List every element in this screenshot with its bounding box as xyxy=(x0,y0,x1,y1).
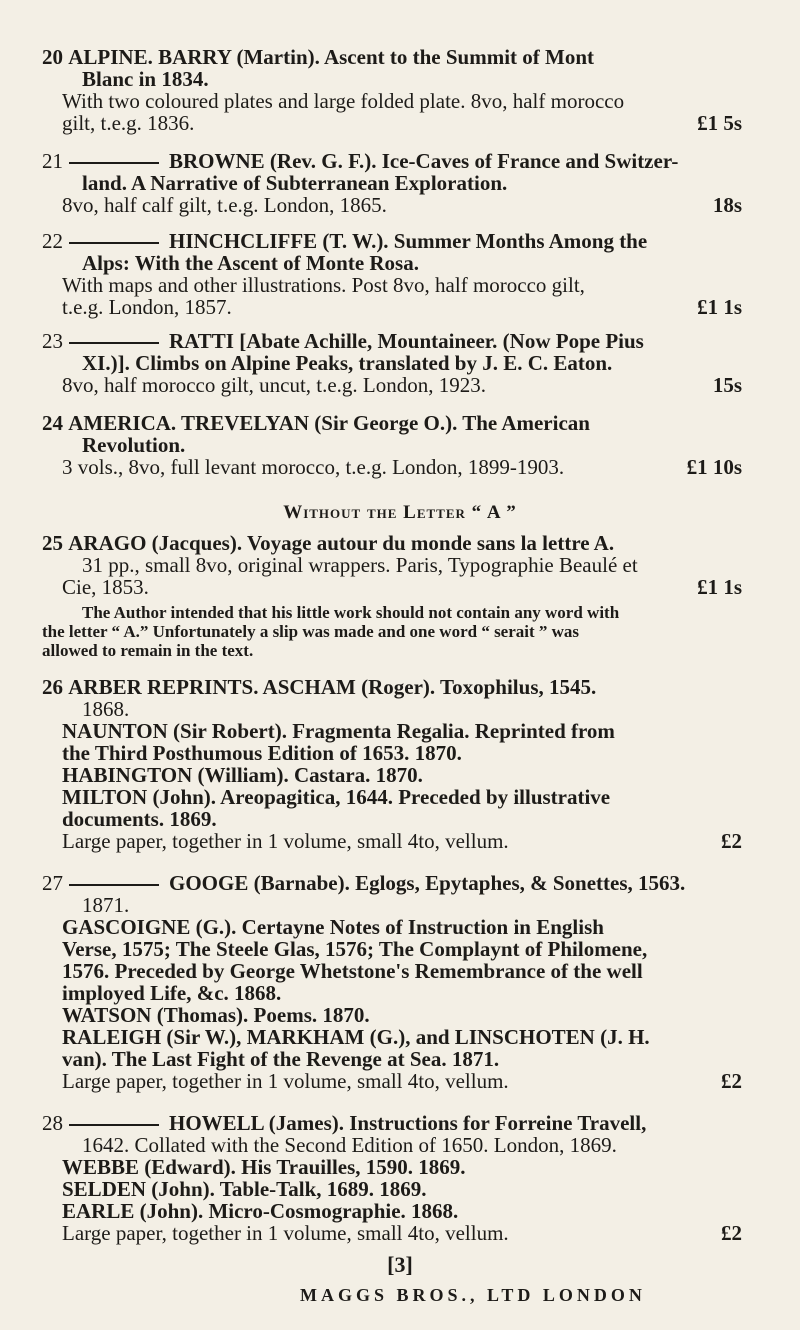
entry-imprint: Large paper, together in 1 volume, small 4to, vellum. xyxy=(62,1069,509,1093)
entry-heading: HINCHCLIFFE (T. W.). Summer Months Among the xyxy=(169,229,648,253)
entry-price: £2 xyxy=(721,829,742,853)
entry-price: 18s xyxy=(712,193,742,217)
entry-heading: ARBER REPRINTS. ASCHAM (Roger). Toxophilus, 1545. xyxy=(68,675,597,699)
ditto-rule xyxy=(69,242,159,244)
entry-26 xyxy=(42,675,742,853)
entry-imprint: 3 vols., 8vo, full levant morocco, t.e.g. London, 1899-1903. xyxy=(62,455,565,479)
entry-number: 23 xyxy=(42,329,63,353)
entry-work: van). The Last Fight of the Revenge at Sea. 1871. xyxy=(62,1047,500,1071)
page-number: [3] xyxy=(387,1252,413,1277)
ditto-rule xyxy=(69,342,159,344)
entry-imprint: 8vo, half morocco gilt, uncut, t.e.g. London, 1923. xyxy=(62,373,487,397)
entry-heading: HOWELL (James). Instructions for Forreine Travell, xyxy=(169,1111,647,1135)
entry-22 xyxy=(42,229,742,319)
note-line: the letter “ A.” Unfortunately a slip was made and one word “ serait ” was xyxy=(42,622,580,641)
entry-year: 1642. Collated with the Second Edition of 1650. London, 1869. xyxy=(82,1133,617,1157)
entry-heading: GOOGE (Barnabe). Eglogs, Epytaphes, & Sonettes, 1563. xyxy=(169,871,686,895)
entry-heading: BROWNE (Rev. G. F.). Ice-Caves of France and Switzer- xyxy=(169,149,679,173)
entry-heading: AMERICA. TREVELYAN (Sir George O.). The American xyxy=(68,411,590,435)
entry-price: £1 10s xyxy=(686,455,742,479)
publisher-footer: MAGGS BROS., LTD LONDON xyxy=(300,1285,646,1305)
entry-work: WATSON (Thomas). Poems. 1870. xyxy=(62,1003,370,1027)
entry-23 xyxy=(42,329,742,397)
entry-work: WEBBE (Edward). His Trauilles, 1590. 1869. xyxy=(62,1155,466,1179)
entry-imprint: t.e.g. London, 1857. xyxy=(62,295,232,319)
entry-imprint: Large paper, together in 1 volume, small 4to, vellum. xyxy=(62,1221,509,1245)
entry-imprint: gilt, t.e.g. 1836. xyxy=(62,111,195,135)
entry-imprint: 8vo, half calf gilt, t.e.g. London, 1865. xyxy=(62,193,387,217)
entry-number: 24 xyxy=(42,411,63,435)
entry-imprint: Cie, 1853. xyxy=(62,575,149,599)
entry-price: £2 xyxy=(721,1069,742,1093)
ditto-rule xyxy=(69,884,159,886)
entry-25 xyxy=(42,531,742,599)
entry-work: EARLE (John). Micro-Cosmographie. 1868. xyxy=(62,1199,459,1223)
entry-27 xyxy=(42,871,742,1093)
entry-title: XI.)]. Climbs on Alpine Peaks, translated by J. E. C. Eaton. xyxy=(82,351,613,375)
entry-work: SELDEN (John). Table-Talk, 1689. 1869. xyxy=(62,1177,427,1201)
entry-work: documents. 1869. xyxy=(62,807,217,831)
entry-description: With two coloured plates and large folded plate. 8vo, half morocco xyxy=(62,89,625,113)
entry-work: the Third Posthumous Edition of 1653. 1870. xyxy=(62,741,462,765)
entry-work: imployed Life, &c. 1868. xyxy=(62,981,282,1005)
entry-price: £1 1s xyxy=(697,575,742,599)
entry-number: 26 xyxy=(42,675,63,699)
entry-number: 20 xyxy=(42,45,63,69)
entry-year: 1868. xyxy=(82,697,130,721)
entry-imprint: Large paper, together in 1 volume, small 4to, vellum. xyxy=(62,829,509,853)
entry-heading: ARAGO (Jacques). Voyage autour du monde sans la lettre A. xyxy=(68,531,615,555)
entry-price: £2 xyxy=(721,1221,742,1245)
entry-work: HABINGTON (William). Castara. 1870. xyxy=(62,763,423,787)
entry-price: £1 5s xyxy=(697,111,742,135)
note-line: The Author intended that his little work should not contain any word with xyxy=(82,603,620,622)
entry-number: 21 xyxy=(42,149,63,173)
ditto-rule xyxy=(69,162,159,164)
entry-work: GASCOIGNE (G.). Certayne Notes of Instruction in English xyxy=(62,915,604,939)
entry-number: 22 xyxy=(42,229,63,253)
entry-number: 25 xyxy=(42,531,63,555)
entry-work: 1576. Preceded by George Whetstone's Remembrance of the well xyxy=(62,959,643,983)
entry-20 xyxy=(42,45,742,135)
entry-title: Alps: With the Ascent of Monte Rosa. xyxy=(82,251,419,275)
entry-number: 27 xyxy=(42,871,63,895)
entry-number: 28 xyxy=(42,1111,63,1135)
entry-price: £1 1s xyxy=(697,295,742,319)
entry-work: Verse, 1575; The Steele Glas, 1576; The Complaynt of Philomene, xyxy=(62,937,648,961)
entry-description: 31 pp., small 8vo, original wrappers. Paris, Typographie Beaulé et xyxy=(82,553,638,577)
entry-heading: ALPINE. BARRY (Martin). Ascent to the Summit of Mont xyxy=(68,45,595,69)
entry-work: RALEIGH (Sir W.), MARKHAM (G.), and LINSCHOTEN (J. H. xyxy=(62,1025,650,1049)
section-heading: Without the Letter “ A ” xyxy=(283,502,517,523)
entry-note xyxy=(42,603,742,660)
entry-description: With maps and other illustrations. Post 8vo, half morocco gilt, xyxy=(62,273,585,297)
entry-price: 15s xyxy=(712,373,742,397)
entry-28 xyxy=(42,1111,742,1245)
entry-21 xyxy=(42,149,742,217)
entry-24 xyxy=(42,411,742,479)
entry-work: NAUNTON (Sir Robert). Fragmenta Regalia. Reprinted from xyxy=(62,719,615,743)
entry-title: Revolution. xyxy=(82,433,186,457)
entry-title: Blanc in 1834. xyxy=(82,67,209,91)
entry-year: 1871. xyxy=(82,893,130,917)
note-line: allowed to remain in the text. xyxy=(42,641,254,660)
entry-heading: RATTI [Abate Achille, Mountaineer. (Now Pope Pius xyxy=(169,329,644,353)
entry-work: MILTON (John). Areopagitica, 1644. Preceded by illustrative xyxy=(62,785,611,809)
ditto-rule xyxy=(69,1124,159,1126)
entry-title: land. A Narrative of Subterranean Exploration. xyxy=(82,171,508,195)
